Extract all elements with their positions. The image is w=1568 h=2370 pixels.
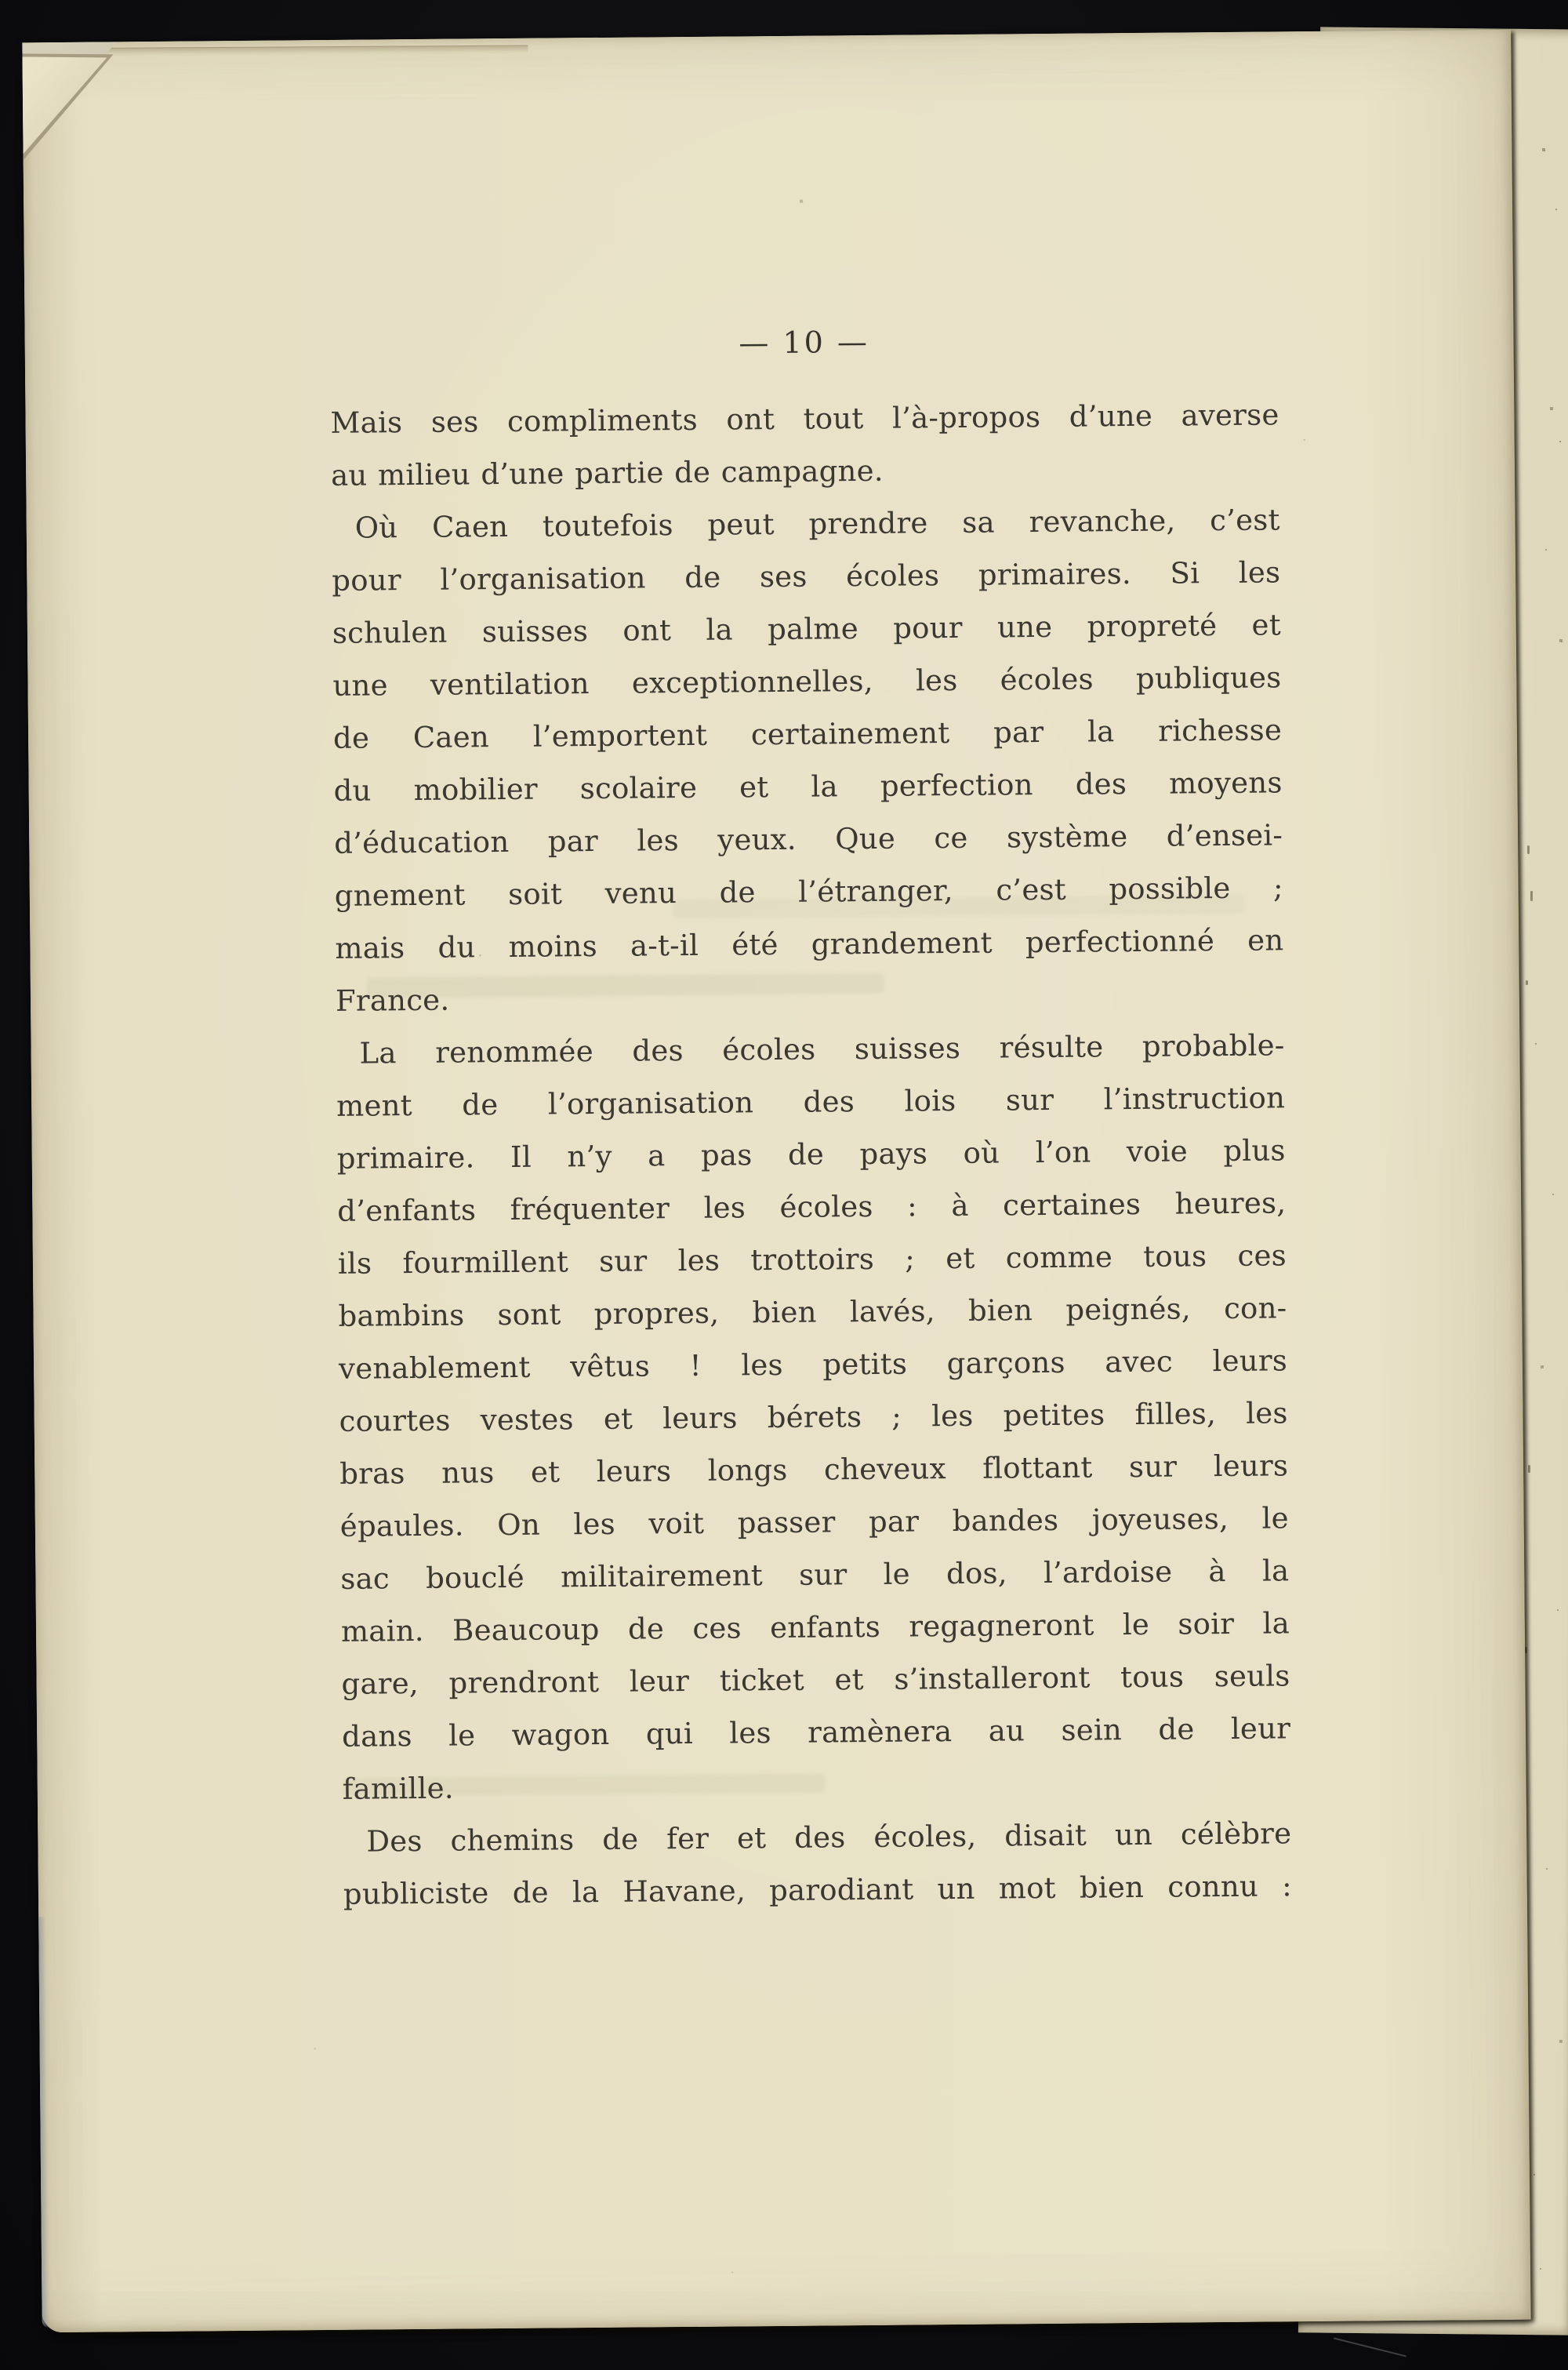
paper-dust-specks: [22, 42, 24, 44]
text-line: main. Beaucoup de ces enfants regagneront le soir la: [340, 1606, 1290, 1648]
text-line: primaire. Il n’y a pas de pays où l’on voie plus: [336, 1133, 1286, 1176]
text-line: publiciste de la Havane, parodiant un mot bien connu :: [343, 1869, 1293, 1911]
text-line: sac bouclé militairement sur le dos, l’ardoise à la: [340, 1554, 1290, 1596]
left-edge-wear: [38, 1917, 49, 2328]
text-line: gnement soit venu de l’étranger, c’est possible ;: [334, 871, 1283, 913]
book-page: [22, 30, 1530, 2332]
text-line: schulen suisses ont la palme pour une propreté et: [332, 608, 1282, 650]
text-line: Où Caen toutefois peut prendre sa revanche, c’est: [354, 503, 1280, 545]
stray-ink-mark: [1525, 1647, 1527, 1653]
text-line: d’enfants fréquenter les écoles : à certaines heures,: [337, 1186, 1287, 1228]
text-line: bambins sont propres, bien lavés, bien peignés, con-: [338, 1291, 1287, 1333]
stray-ink-mark: [1526, 980, 1528, 985]
text-line: au milieu d’une partie de campagne.: [330, 453, 884, 493]
text-line: de Caen l’emportent certainement par la richesse: [332, 713, 1283, 755]
stray-ink-mark: [1527, 845, 1530, 854]
text-line: Mais ses compliments ont tout l’à-propos d’une averse: [330, 398, 1279, 440]
text-line: Des chemins de fer et des écoles, disait un célèbre: [366, 1816, 1292, 1859]
text-line: une ventilation exceptionnelles, les écoles publiques: [332, 660, 1282, 703]
text-line: France.: [335, 983, 450, 1018]
text-line: pour l’organisation de ses écoles primaires. Si les: [332, 555, 1281, 598]
text-line: d’éducation par les yeux. Que ce système d’ensei-: [334, 818, 1283, 860]
text-line: dans le wagon qui les ramènera au sein de leur: [341, 1711, 1291, 1754]
text-line: bras nus et leurs longs cheveux flottant sur leurs: [339, 1449, 1289, 1491]
stray-ink-mark: [1528, 1465, 1530, 1473]
text-block: [330, 388, 1292, 1920]
text-line: du mobilier scolaire et la perfection des moyens: [333, 765, 1283, 808]
background-scratch: [1334, 2338, 1406, 2357]
text-line: gare, prendront leur ticket et s’installeront tous seuls: [341, 1659, 1290, 1701]
text-line: La renommée des écoles suisses résulte probable-: [359, 1028, 1285, 1070]
text-line: ils fourmillent sur les trottoirs ; et comme tous ces: [337, 1238, 1287, 1281]
text-line: épaules. On les voit passer par bandes joyeuses, le: [339, 1501, 1289, 1543]
stray-ink-mark: [1530, 891, 1533, 901]
page-number-header: — 10 —: [739, 324, 870, 361]
text-line: famille.: [342, 1771, 454, 1806]
text-line: courtes vestes et leurs bérets ; les petites filles, les: [339, 1396, 1288, 1438]
text-line: mais du moins a-t-il été grandement perfectionné en: [335, 923, 1284, 965]
paper-dust-specks: [0, 0, 2, 2]
text-line: ment de l’organisation des lois sur l’instruction: [336, 1081, 1286, 1123]
text-line: venablement vêtus ! les petits garçons avec leurs: [338, 1343, 1288, 1386]
